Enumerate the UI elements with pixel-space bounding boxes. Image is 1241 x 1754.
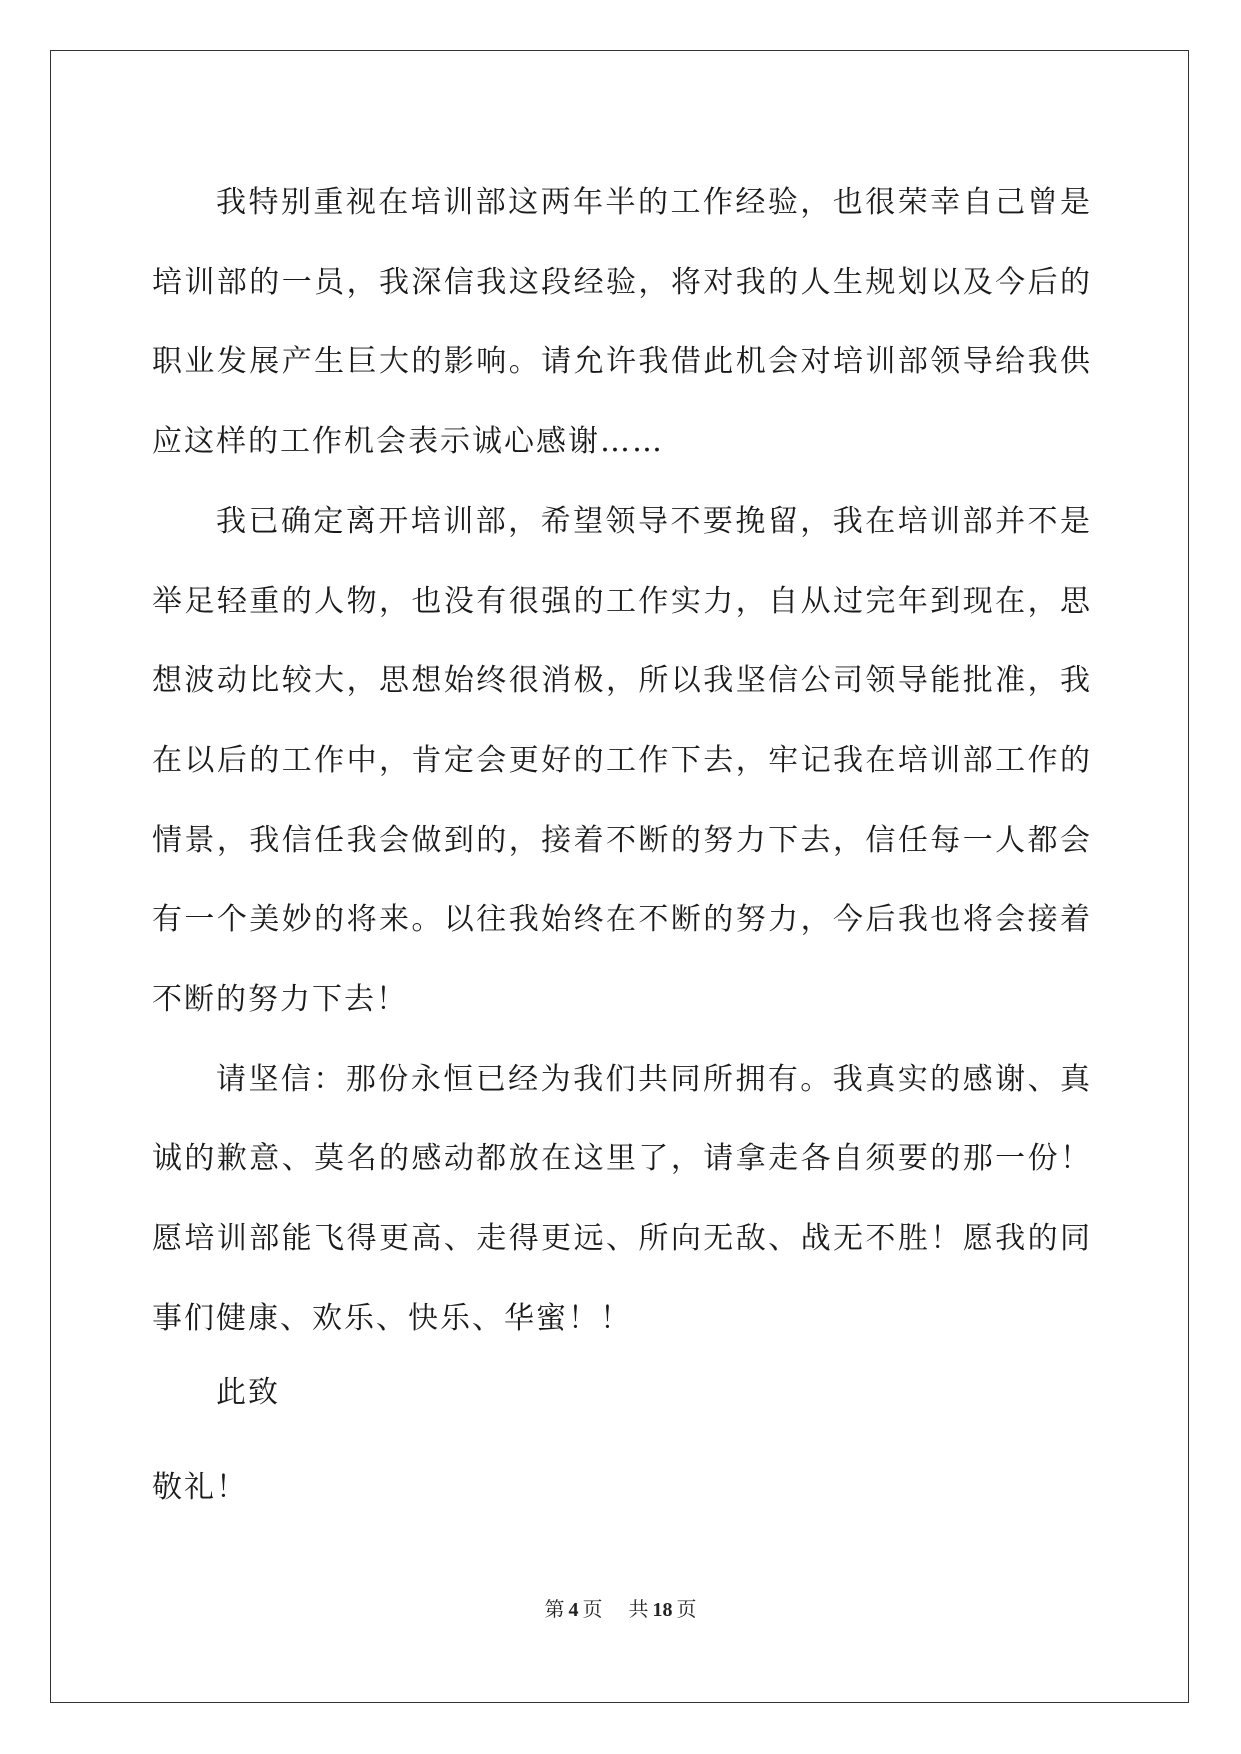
page-footer	[0, 1595, 1241, 1624]
page-total: 18	[652, 1599, 673, 1621]
paragraph-resignation: 我已确定离开培训部，希望领导不要挽留，我在培训部并不是举足轻重的人物，也没有很强的工作实力，自从过完年到现在，思想波动比较大，思想始终很消极，所以我坚信公司领导能批准，我在以后的工作中，肯定会更好的工作下去，牢记我在培训部工作的情景，我信任我会做到的，接着不断的努力下去，信任每一人都会有一个美妙的将来。以往我始终在不断的努力，今后我也将会接着不断的努力下去！	[152, 503, 1092, 1018]
total-suffix: 页	[676, 1597, 697, 1621]
total-prefix: 共	[628, 1597, 649, 1621]
letter-body	[152, 163, 1092, 1359]
paragraph-gratitude: 我特别重视在培训部这两年半的工作经验，也很荣幸自己曾是培训部的一员，我深信我这段经验，将对我的人生规划以及今后的职业发展产生巨大的影响。请允许我借此机会对培训部领导给我供应这样的工作机会表示诚心感谢……	[152, 185, 1092, 460]
page-current: 4	[568, 1599, 579, 1621]
page-prefix: 第	[544, 1597, 565, 1621]
paragraph-farewell: 请坚信：那份永恒已经为我们共同所拥有。我真实的感谢、真诚的歉意、莫名的感动都放在这里了，请拿走各自须要的那一份！愿培训部能飞得更高、走得更远、所向无敌、战无不胜！愿我的同事们健康、欢乐、快乐、华蜜！！	[152, 1061, 1092, 1336]
closing-line: 此致	[216, 1375, 280, 1410]
salutation-line: 敬礼！	[152, 1470, 248, 1505]
page-suffix: 页	[582, 1597, 603, 1621]
